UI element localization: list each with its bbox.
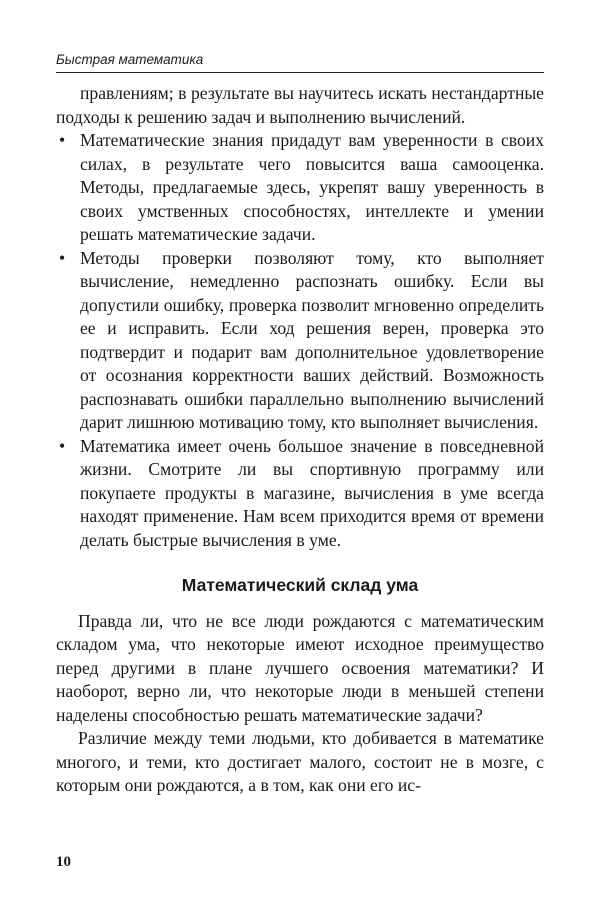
bullet-icon: • [59,130,66,150]
bullet-item [56,435,544,553]
bullet-text: Методы проверки позволяют тому, кто выполняет вычисление, немедленно распознать ошибку. Если вы допустили ошибку, проверка позволит мгновенно определить ее и исправить. Если ход решения верен, проверка это подтвердит и подарит вам дополнительное удовлетворение от осознания корректности ваших действий. Возможность распознавать ошибки параллельно выполнению вычислений дарит лишнюю мотивацию тому, кто выполняет вычисления. [80,247,544,432]
continuation-paragraph: правлениям; в результате вы научитесь искать нестандартные подходы к решению задач и выполнению вычислений. [56,83,544,127]
page-number: 10 [56,854,71,870]
running-head: Быстрая математика [56,52,204,67]
header-rule [56,72,544,73]
section-paragraph: Различие между теми людьми, кто добивается в математике многого, и теми, кто достигает малого, состоит не в мозге, с которым они рождаются, а в том, как они его ис- [56,728,544,795]
bullet-icon: • [59,247,66,268]
bullet-list [56,129,544,552]
bullet-item [56,129,544,247]
section-heading: Математический склад ума [181,575,419,595]
bullet-item [56,247,544,435]
body-text [56,82,544,798]
bullet-text: Математика имеет очень большое значение в повседневной жизни. Смотрите ли вы спортивную программу или покупаете продукты в магазине, вычисления в уме всегда находят применение. Нам всем приходится время от времени делать быстрые вычисления в уме. [80,435,544,550]
section-paragraph: Правда ли, что не все люди рождаются с математическим складом ума, что некоторые имеют исходное преимущество перед другими в плане лучшего освоения математики? И наоборот, верно ли, что некоторые люди в меньшей степени наделены способностью решать математические задачи? [56,610,544,725]
bullet-icon: • [59,435,66,456]
bullet-text: Математические знания придадут вам уверенности в своих силах, в результате чего повысится ваша самооценка. Методы, предлагаемые здесь, укрепят вашу уверенность в своих умственных способностях, интеллекте и умении решать математические задачи. [80,130,544,244]
